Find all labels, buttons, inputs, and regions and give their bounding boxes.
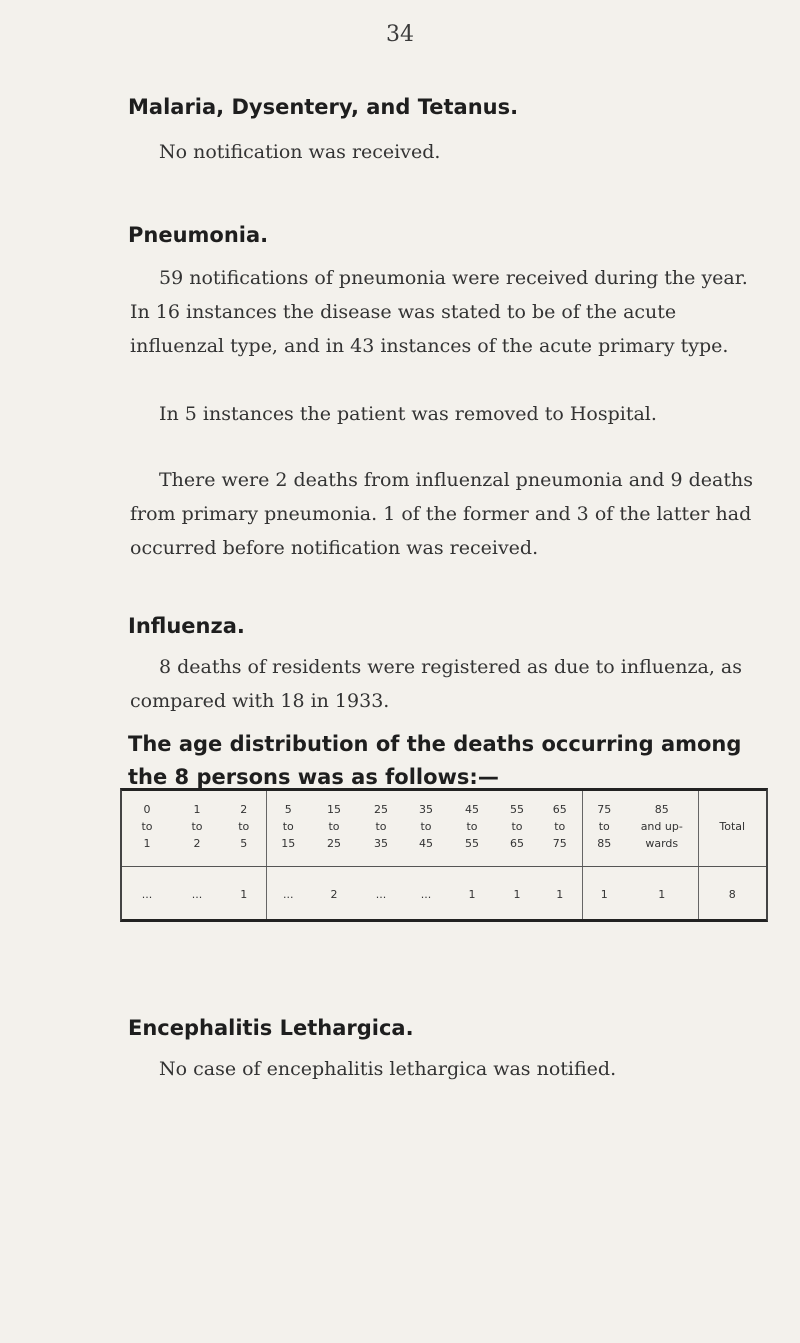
encephalitis-heading: Encephalitis Lethargica.: [128, 1016, 414, 1040]
deaths-cell-1: ...: [191, 888, 203, 901]
age-header-6: 35 to 45: [404, 791, 448, 867]
page-number: 34: [386, 22, 414, 47]
deaths-cell-6: ...: [420, 888, 432, 901]
age-distribution-table: [120, 788, 768, 922]
influenza-paragraph: 8 deaths of residents were registered as due to influenza, as compared with 18 in 1933.: [130, 656, 742, 712]
age-header-8: 55 to 65: [496, 791, 538, 867]
age-header-5: 25 to 35: [358, 791, 404, 867]
age-header-11: 85 and up- wards: [626, 791, 698, 867]
age-header-4: 15 to 25: [310, 791, 358, 867]
age-header-row: [122, 791, 766, 867]
malaria-heading: Malaria, Dysentery, and Tetanus.: [128, 95, 519, 119]
deaths-cell-0: ...: [141, 888, 153, 901]
age-header-2: 2 to 5: [222, 791, 266, 867]
influenza-heading: Influenza.: [128, 614, 245, 638]
deaths-cell-7: 1: [468, 888, 476, 901]
deaths-cell-9: 1: [556, 888, 564, 901]
pneumonia-heading: Pneumonia.: [128, 223, 269, 247]
deaths-row: [122, 867, 766, 920]
age-header-0: 0 to 1: [122, 791, 172, 867]
malaria-text: No notification was received.: [159, 141, 441, 163]
deaths-cell-2: 1: [240, 888, 248, 901]
age-table: [122, 791, 766, 919]
age-header-9: 65 to 75: [538, 791, 582, 867]
deaths-cell-10: 1: [582, 867, 626, 920]
pneumonia-paragraph-1: 59 notifications of pneumonia were received during the year. In 16 instances the disease was stated to be of the acute influenzal type, and in 43 instances of the acute primary type.: [130, 267, 748, 357]
age-distribution-intro: The age distribution of the deaths occurring among the 8 persons was as follows:—: [128, 732, 742, 789]
total-header: Total: [698, 791, 766, 867]
age-header-1: 1 to 2: [172, 791, 222, 867]
deaths-cell-3: ...: [266, 867, 310, 920]
deaths-total-cell: 8: [698, 867, 766, 920]
deaths-cell-5: ...: [375, 888, 387, 901]
deaths-cell-11: 1: [658, 888, 666, 901]
pneumonia-paragraph-3: There were 2 deaths from influenzal pneumonia and 9 deaths from primary pneumonia. 1 of the former and 3 of the latter had occurred before notification was received.: [130, 469, 753, 559]
pneumonia-paragraph-2: In 5 instances the patient was removed to Hospital.: [159, 403, 657, 425]
age-header-10: 75 to 85: [582, 791, 626, 867]
deaths-cell-8: 1: [513, 888, 521, 901]
age-header-3: 5 to 15: [266, 791, 310, 867]
encephalitis-text: No case of encephalitis lethargica was notified.: [159, 1058, 617, 1080]
age-header-7: 45 to 55: [448, 791, 496, 867]
deaths-cell-4: 2: [330, 888, 338, 901]
